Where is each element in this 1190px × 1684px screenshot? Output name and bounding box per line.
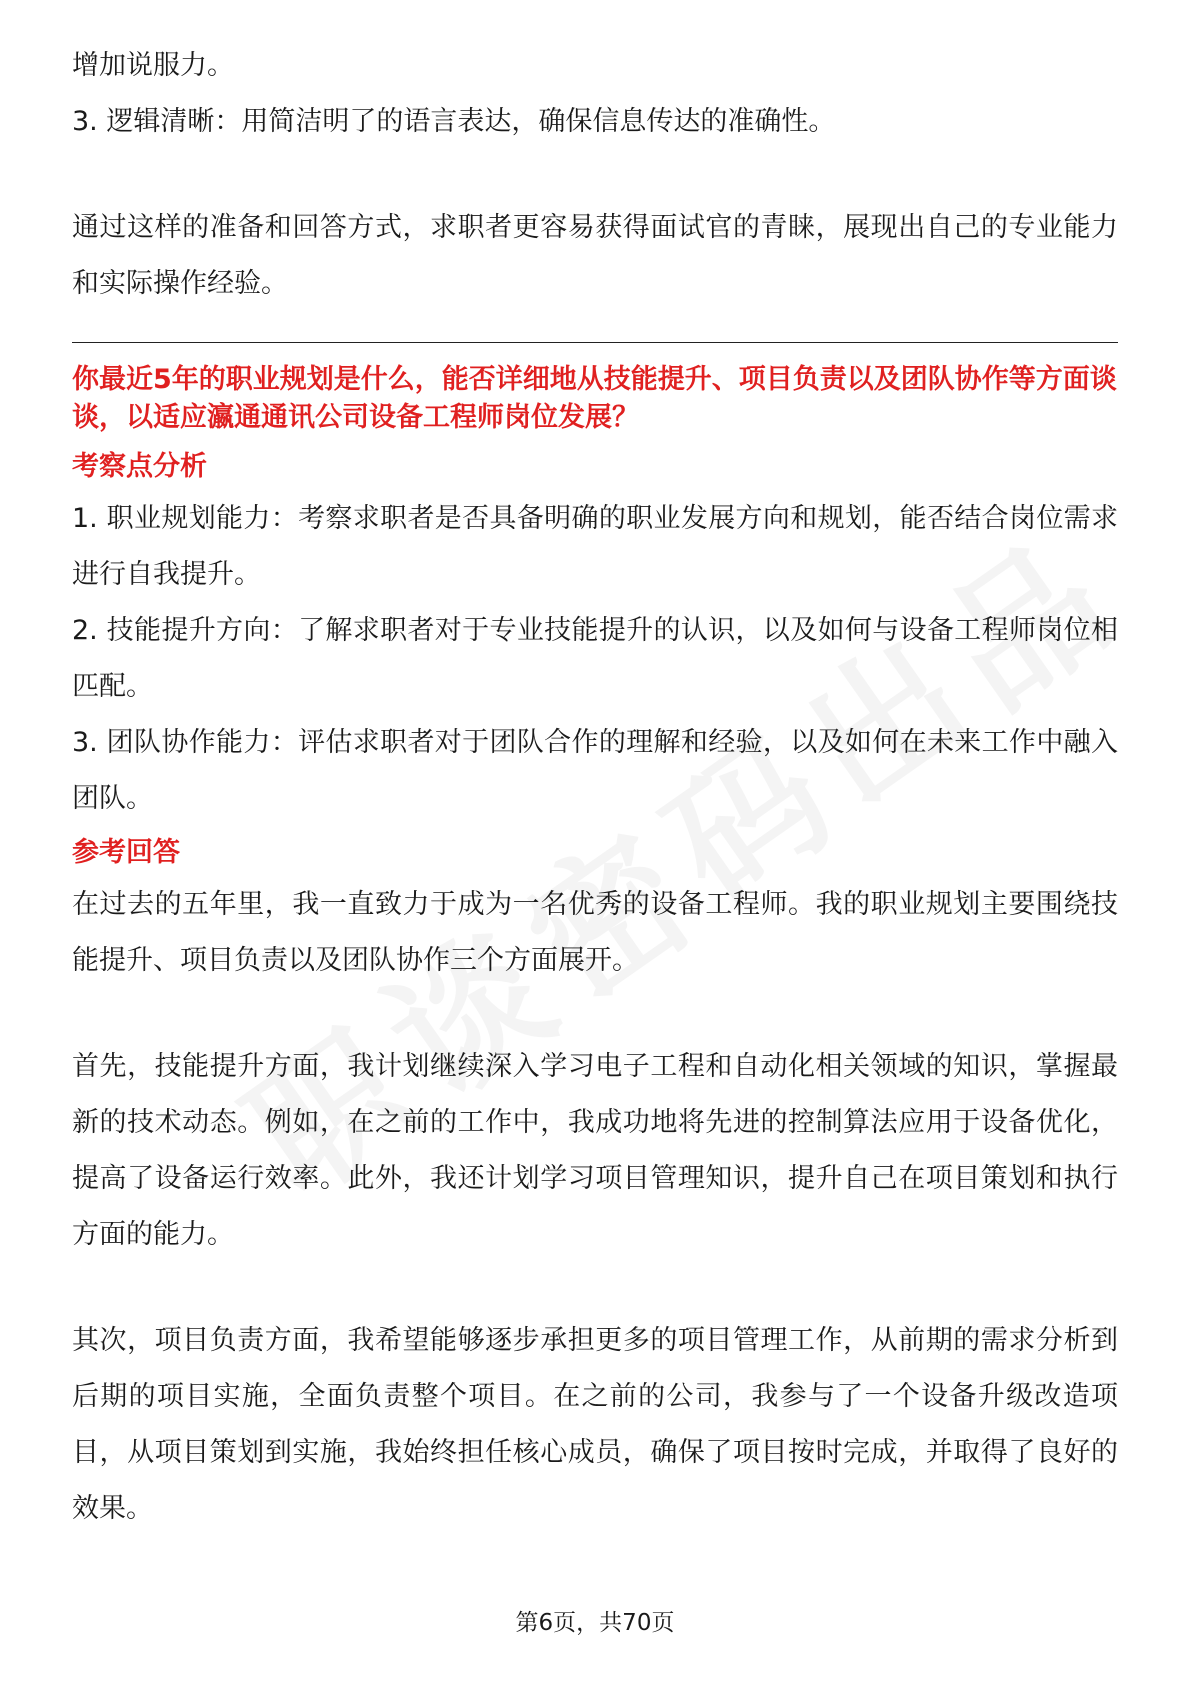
analysis-item: 2. 技能提升方向：了解求职者对于专业技能提升的认识，以及如何与设备工程师岗位相匹配。 [72,615,1118,702]
spacer [72,989,1118,1039]
analysis-heading: 考察点分析 [72,451,207,482]
spacer [72,150,1118,200]
analysis-item: 1. 职业规划能力：考察求职者是否具备明确的职业发展方向和规划，能否结合岗位需求进行自我提升。 [72,503,1118,590]
spacer [72,1263,1118,1313]
answer-paragraph: 首先，技能提升方面，我计划继续深入学习电子工程和自动化相关领域的知识，掌握最新的技术动态。例如，在之前的工作中，我成功地将先进的控制算法应用于设备优化，提高了设备运行效率。此外，我还计划学习项目管理知识，提升自己在项目策划和执行方面的能力。 [72,1051,1118,1250]
paragraph-summary: 通过这样的准备和回答方式，求职者更容易获得面试官的青睐，展现出自己的专业能力和实际操作经验。 [72,212,1118,299]
answer-paragraph: 在过去的五年里，我一直致力于成为一名优秀的设备工程师。我的职业规划主要围绕技能提升、项目负责以及团队协作三个方面展开。 [72,889,1118,976]
analysis-item: 3. 团队协作能力：评估求职者对于团队合作的理解和经验，以及如何在未来工作中融入团队。 [72,727,1118,814]
paragraph-continuation: 增加说服力。 [72,50,234,81]
answer-heading: 参考回答 [72,837,180,868]
answer-paragraph: 其次，项目负责方面，我希望能够逐步承担更多的项目管理工作，从前期的需求分析到后期的项目实施，全面负责整个项目。在之前的公司，我参与了一个设备升级改造项目，从项目策划到实施，我始终担任核心成员，确保了项目按时完成，并取得了良好的效果。 [72,1325,1118,1524]
page-number-footer: 第6页，共70页 [515,1610,675,1636]
divider [72,342,1118,343]
interview-question: 你最近5年的职业规划是什么，能否详细地从技能提升、项目负责以及团队协作等方面谈谈，以适应瀛通通讯公司设备工程师岗位发展？ [72,364,1117,433]
list-item-logic-clarity: 3. 逻辑清晰：用简洁明了的语言表达，确保信息传达的准确性。 [72,106,836,137]
document-page [72,38,1118,1537]
